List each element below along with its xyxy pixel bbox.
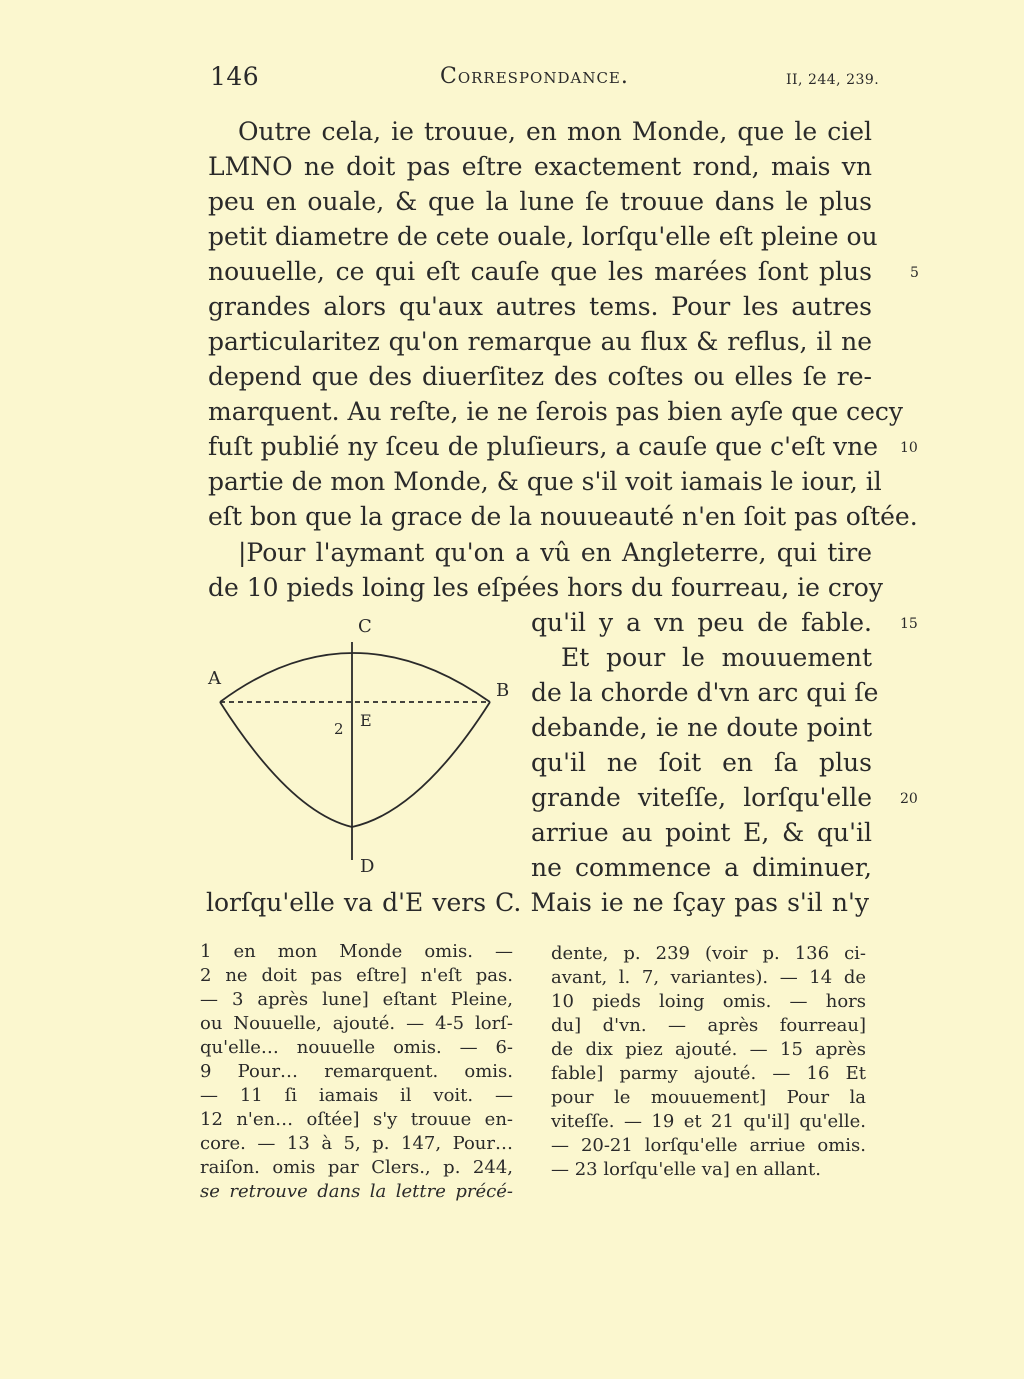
footnote-line: core. — 13 à 5, p. 147, Pour… — [200, 1133, 513, 1154]
text-line: nouuelle, ce qui eſt cauſe que les marées ſont plus — [208, 257, 872, 286]
text-line: marquent. Au reſte, ie ne ſerois pas bien ayſe que cecy — [208, 397, 904, 426]
line-number: 20 — [900, 791, 918, 807]
footnote-line: viteſſe. — 19 et 21 qu'il] qu'elle. — [551, 1111, 866, 1132]
footnote-line: ou Nouuelle, ajouté. — 4-5 lorſ- — [200, 1013, 513, 1034]
text-line: de 10 pieds loing les eſpées hors du fourreau, ie croy — [208, 573, 883, 602]
text-line: depend que des diuerſitez des coſtes ou elles ſe re- — [208, 362, 872, 391]
label-a: A — [208, 668, 221, 689]
footnote-line: du] d'vn. — après fourreau] — [551, 1015, 866, 1036]
text-line: particularitez qu'on remarque au flux & reflus, il ne — [208, 327, 872, 356]
footnote-line: 9 Pour… remarquent. omis. — [200, 1061, 513, 1082]
text-line: fuſt publié ny ſceu de pluſieurs, a cauſe que c'eſt vne — [208, 432, 879, 461]
footnote-line: pour le mouuement] Pour la — [551, 1087, 866, 1108]
text-line: eſt bon que la grace de la nouueauté n'en ſoit pas oſtée. — [208, 502, 918, 531]
text-line: partie de mon Monde, & que s'il voit iamais le iour, il — [208, 467, 882, 496]
running-title: Correspondance. — [440, 64, 629, 89]
footnote-line: — 3 après lune] eſtant Pleine, — [200, 989, 513, 1010]
text-line: arriue au point E, & qu'il — [531, 818, 872, 847]
text-line: Et pour le mouuement — [561, 643, 872, 672]
footnote-line: — 11 ſi iamais il voit. — — [200, 1085, 513, 1106]
footnote-line: — 23 lorſqu'elle va] en allant. — [551, 1159, 821, 1180]
page-reference: II, 244, 239. — [786, 72, 880, 88]
string-curve — [220, 702, 490, 827]
text-line: debande, ie ne doute point — [531, 713, 872, 742]
label-d: D — [360, 856, 375, 877]
label-c: C — [358, 616, 372, 637]
text-line: LMNO ne doit pas eſtre exactement rond, mais vn — [208, 152, 872, 181]
text-line: peu en ouale, & que la lune ſe trouue dans le plus — [208, 187, 872, 216]
bow-string-diagram — [200, 612, 522, 882]
page-number: 146 — [210, 62, 260, 91]
line-number: 15 — [900, 616, 918, 632]
label-2: 2 — [334, 720, 344, 738]
text-line: qu'il y a vn peu de fable. — [531, 608, 872, 637]
footnote-line: qu'elle… nouuelle omis. — 6- — [200, 1037, 513, 1058]
text-line: grande viteſſe, lorſqu'elle — [531, 783, 872, 812]
footnote-line: — 20-21 lorſqu'elle arriue omis. — [551, 1135, 866, 1156]
footnote-line: 12 n'en… oſtée] s'y trouue en- — [200, 1109, 513, 1130]
text-line: ne commence a diminuer, — [531, 853, 872, 882]
text-line: qu'il ne ſoit en ſa plus — [531, 748, 872, 777]
footnote-line: se retrouve dans la lettre précé- — [200, 1181, 513, 1202]
footnote-line: 1 en mon Monde omis. — — [200, 941, 513, 962]
line-number: 5 — [910, 265, 919, 281]
text-line: grandes alors qu'aux autres tems. Pour les autres — [208, 292, 872, 321]
text-line: |Pour l'aymant qu'on a vû en Angleterre, qui tire — [238, 538, 872, 567]
label-e: E — [360, 711, 372, 730]
footnote-line: dente, p. 239 (voir p. 136 ci- — [551, 943, 866, 964]
footnote-line: de dix piez ajouté. — 15 après — [551, 1039, 866, 1060]
text-line: de la chorde d'vn arc qui ſe — [531, 678, 879, 707]
text-line: Outre cela, ie trouue, en mon Monde, que le ciel — [238, 117, 872, 146]
line-number: 10 — [900, 440, 918, 456]
text-line: petit diametre de cete ouale, lorſqu'elle eſt pleine ou — [208, 222, 878, 251]
text-line: lorſqu'elle va d'E vers C. Mais ie ne ſçay pas s'il n'y — [206, 888, 869, 917]
label-b: B — [496, 680, 510, 701]
footnote-line: raiſon. omis par Clers., p. 244, — [200, 1157, 513, 1178]
footnote-line: avant, l. 7, variantes). — 14 de — [551, 967, 866, 988]
arc-curve — [220, 653, 490, 702]
footnote-line: fable] parmy ajouté. — 16 Et — [551, 1063, 866, 1084]
footnote-line: 2 ne doit pas eſtre] n'eſt pas. — [200, 965, 513, 986]
footnote-line: 10 pieds loing omis. — hors — [551, 991, 866, 1012]
